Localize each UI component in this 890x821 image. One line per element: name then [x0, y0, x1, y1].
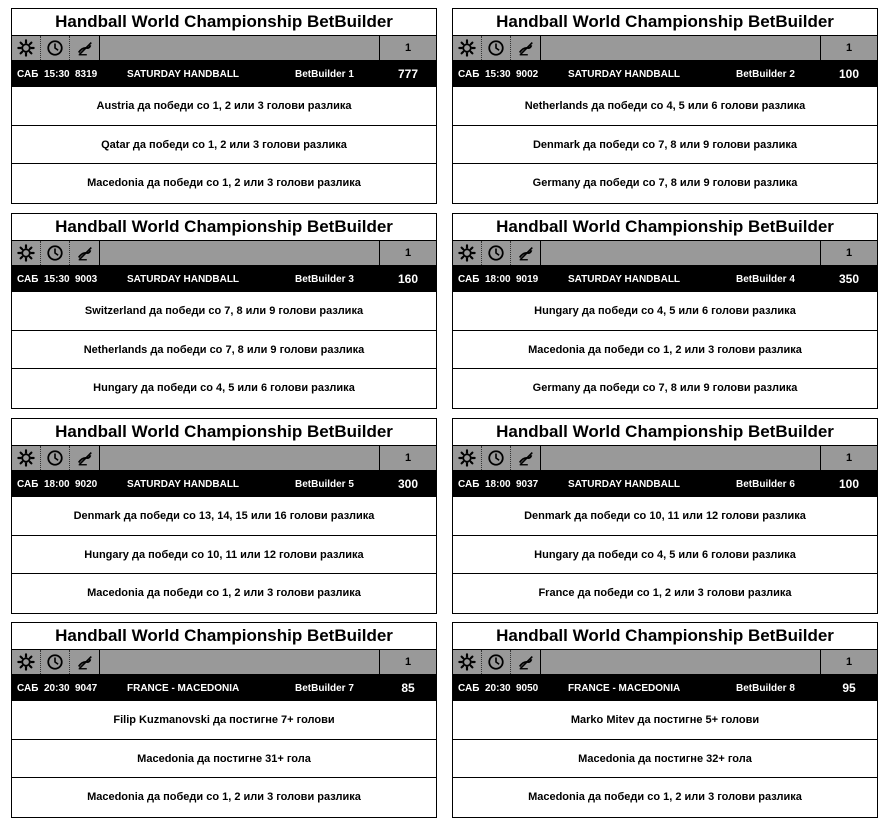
gear-icon[interactable]: [12, 446, 41, 470]
event-info-bar: [453, 266, 877, 292]
event-info-bar: [12, 266, 436, 292]
selection-row: Macedonia да победи со 1, 2 или 3 голови разлика: [453, 777, 877, 815]
odds-value[interactable]: 100: [838, 477, 860, 491]
betbuilder-card: [11, 418, 437, 614]
betbuilder-card: [11, 8, 437, 204]
selection-row: Macedonia да победи со 1, 2 или 3 голови разлика: [12, 163, 436, 201]
gear-icon[interactable]: [453, 650, 482, 674]
event-code: 9050: [516, 682, 539, 694]
clock-icon[interactable]: [482, 36, 511, 60]
selection-row: Hungary да победи со 4, 5 или 6 голови разлика: [534, 305, 796, 317]
event-day: САБ: [458, 68, 480, 80]
no-bet-icon[interactable]: [511, 650, 541, 674]
selection-row: Denmark да победи со 13, 14, 15 или 16 голови разлика: [73, 510, 375, 522]
selection-list: [12, 292, 436, 406]
gear-icon[interactable]: [12, 36, 41, 60]
selection-row: Hungary да победи со 10, 11 или 12 голови разлика: [12, 535, 436, 573]
event-info-bar: [453, 61, 877, 87]
event-time: 15:30: [44, 273, 70, 285]
gear-icon[interactable]: [453, 241, 482, 265]
clock-icon[interactable]: [41, 241, 70, 265]
event-league: SATURDAY HANDBALL: [568, 273, 681, 285]
selection-row: Denmark да победи со 7, 8 или 9 голови разлика: [453, 125, 877, 163]
betbuilder-label: BetBuilder 4: [736, 273, 795, 285]
icon-bar: [453, 241, 877, 266]
gear-icon[interactable]: [12, 241, 41, 265]
betbuilder-label: BetBuilder 6: [736, 478, 795, 490]
odds-value[interactable]: 100: [838, 67, 860, 81]
card-title: Handball World Championship BetBuilder: [12, 623, 436, 650]
selection-list: [12, 87, 436, 201]
odds-header: 1: [379, 650, 436, 674]
selection-row: Macedonia да постигне 32+ гола: [453, 739, 877, 777]
betbuilder-label: BetBuilder 3: [295, 273, 354, 285]
betbuilder-card: [452, 213, 878, 409]
betbuilder-label: BetBuilder 8: [736, 682, 795, 694]
no-bet-icon[interactable]: [511, 36, 541, 60]
betbuilder-card: [452, 622, 878, 818]
event-time: 20:30: [485, 682, 511, 694]
odds-header: 1: [820, 446, 877, 470]
selection-row: Macedonia да постигне 31+ гола: [12, 739, 436, 777]
betbuilder-card: [452, 418, 878, 614]
icon-bar: [453, 446, 877, 471]
odds-value[interactable]: 300: [397, 477, 419, 491]
odds-header: 1: [820, 241, 877, 265]
selection-row: Filip Kuzmanovski да постигне 7+ голови: [113, 714, 335, 726]
selection-list: [453, 497, 877, 611]
selection-row: France да победи со 1, 2 или 3 голови разлика: [453, 573, 877, 611]
betbuilder-label: BetBuilder 7: [295, 682, 354, 694]
selection-list: [12, 497, 436, 611]
card-title: Handball World Championship BetBuilder: [453, 623, 877, 650]
clock-icon[interactable]: [482, 446, 511, 470]
event-info-bar: [12, 675, 436, 701]
event-time: 18:00: [44, 478, 70, 490]
event-time: 15:30: [44, 68, 70, 80]
no-bet-icon[interactable]: [70, 446, 100, 470]
card-title: Handball World Championship BetBuilder: [453, 214, 877, 241]
icon-bar: [453, 650, 877, 675]
clock-icon[interactable]: [482, 650, 511, 674]
odds-header: 1: [379, 446, 436, 470]
card-title: Handball World Championship BetBuilder: [453, 419, 877, 446]
event-day: САБ: [458, 682, 480, 694]
selection-row: Netherlands да победи со 4, 5 или 6 голови разлика: [524, 100, 806, 112]
odds-value[interactable]: 350: [838, 272, 860, 286]
event-league: SATURDAY HANDBALL: [127, 478, 240, 490]
clock-icon[interactable]: [41, 36, 70, 60]
event-info-bar: [453, 675, 877, 701]
event-league: FRANCE - MACEDONIA: [127, 682, 240, 694]
no-bet-icon[interactable]: [70, 650, 100, 674]
event-code: 9037: [516, 478, 539, 490]
betbuilder-card: [452, 8, 878, 204]
no-bet-icon[interactable]: [511, 241, 541, 265]
event-code: 9019: [516, 273, 539, 285]
event-code: 9020: [75, 478, 98, 490]
betbuilder-label: BetBuilder 2: [736, 68, 795, 80]
event-league: FRANCE - MACEDONIA: [568, 682, 681, 694]
odds-header: 1: [379, 241, 436, 265]
selection-row: Germany да победи со 7, 8 или 9 голови разлика: [453, 163, 877, 201]
gear-icon[interactable]: [12, 650, 41, 674]
selection-row: Germany да победи со 7, 8 или 9 голови разлика: [453, 368, 877, 406]
selection-list: [12, 701, 436, 815]
event-code: 8319: [75, 68, 98, 80]
card-title: Handball World Championship BetBuilder: [12, 9, 436, 36]
event-info-bar: [12, 471, 436, 497]
event-day: САБ: [458, 478, 480, 490]
event-day: САБ: [17, 682, 39, 694]
event-info-bar: [453, 471, 877, 497]
card-title: Handball World Championship BetBuilder: [12, 214, 436, 241]
event-league: SATURDAY HANDBALL: [127, 273, 240, 285]
selection-row: Austria да победи со 1, 2 или 3 голови разлика: [96, 100, 352, 112]
selection-list: [453, 701, 877, 815]
card-title: Handball World Championship BetBuilder: [453, 9, 877, 36]
event-time: 20:30: [44, 682, 70, 694]
event-league: SATURDAY HANDBALL: [568, 478, 681, 490]
odds-value[interactable]: 777: [397, 67, 419, 81]
clock-icon[interactable]: [41, 446, 70, 470]
no-bet-icon[interactable]: [70, 241, 100, 265]
icon-bar: [12, 36, 436, 61]
betbuilder-card: [11, 622, 437, 818]
event-time: 18:00: [485, 273, 511, 285]
selection-row: Hungary да победи со 4, 5 или 6 голови разлика: [453, 535, 877, 573]
event-time: 18:00: [485, 478, 511, 490]
icon-bar: [453, 36, 877, 61]
event-info-bar: [12, 61, 436, 87]
selection-row: Denmark да победи со 10, 11 или 12 голови разлика: [524, 510, 806, 522]
clock-icon[interactable]: [41, 650, 70, 674]
icon-bar: [12, 650, 436, 675]
betbuilder-label: BetBuilder 5: [295, 478, 354, 490]
event-league: SATURDAY HANDBALL: [127, 68, 240, 80]
no-bet-icon[interactable]: [511, 446, 541, 470]
selection-row: Switzerland да победи со 7, 8 или 9 голови разлика: [84, 305, 364, 317]
gear-icon[interactable]: [453, 36, 482, 60]
event-day: САБ: [17, 273, 39, 285]
event-code: 9047: [75, 682, 98, 694]
selection-row: Hungary да победи со 4, 5 или 6 голови разлика: [12, 368, 436, 406]
odds-value[interactable]: 160: [397, 272, 419, 286]
selection-row: Marko Mitev да постигне 5+ голови: [570, 714, 760, 726]
betbuilder-card: [11, 213, 437, 409]
event-day: САБ: [17, 478, 39, 490]
odds-header: 1: [820, 36, 877, 60]
card-title: Handball World Championship BetBuilder: [12, 419, 436, 446]
no-bet-icon[interactable]: [70, 36, 100, 60]
selection-list: [453, 292, 877, 406]
selection-row: Netherlands да победи со 7, 8 или 9 голови разлика: [12, 330, 436, 368]
gear-icon[interactable]: [453, 446, 482, 470]
odds-header: 1: [379, 36, 436, 60]
event-code: 9002: [516, 68, 539, 80]
selection-row: Macedonia да победи со 1, 2 или 3 голови разлика: [12, 573, 436, 611]
odds-value[interactable]: 95: [842, 681, 856, 695]
clock-icon[interactable]: [482, 241, 511, 265]
icon-bar: [12, 446, 436, 471]
odds-value[interactable]: 85: [401, 681, 415, 695]
betbuilder-label: BetBuilder 1: [295, 68, 354, 80]
event-code: 9003: [75, 273, 98, 285]
selection-row: Macedonia да победи со 1, 2 или 3 голови разлика: [453, 330, 877, 368]
odds-header: 1: [820, 650, 877, 674]
event-time: 15:30: [485, 68, 511, 80]
selection-row: Macedonia да победи со 1, 2 или 3 голови разлика: [12, 777, 436, 815]
event-day: САБ: [17, 68, 39, 80]
selection-row: Qatar да победи со 1, 2 или 3 голови разлика: [12, 125, 436, 163]
event-league: SATURDAY HANDBALL: [568, 68, 681, 80]
event-day: САБ: [458, 273, 480, 285]
selection-list: [453, 87, 877, 201]
icon-bar: [12, 241, 436, 266]
